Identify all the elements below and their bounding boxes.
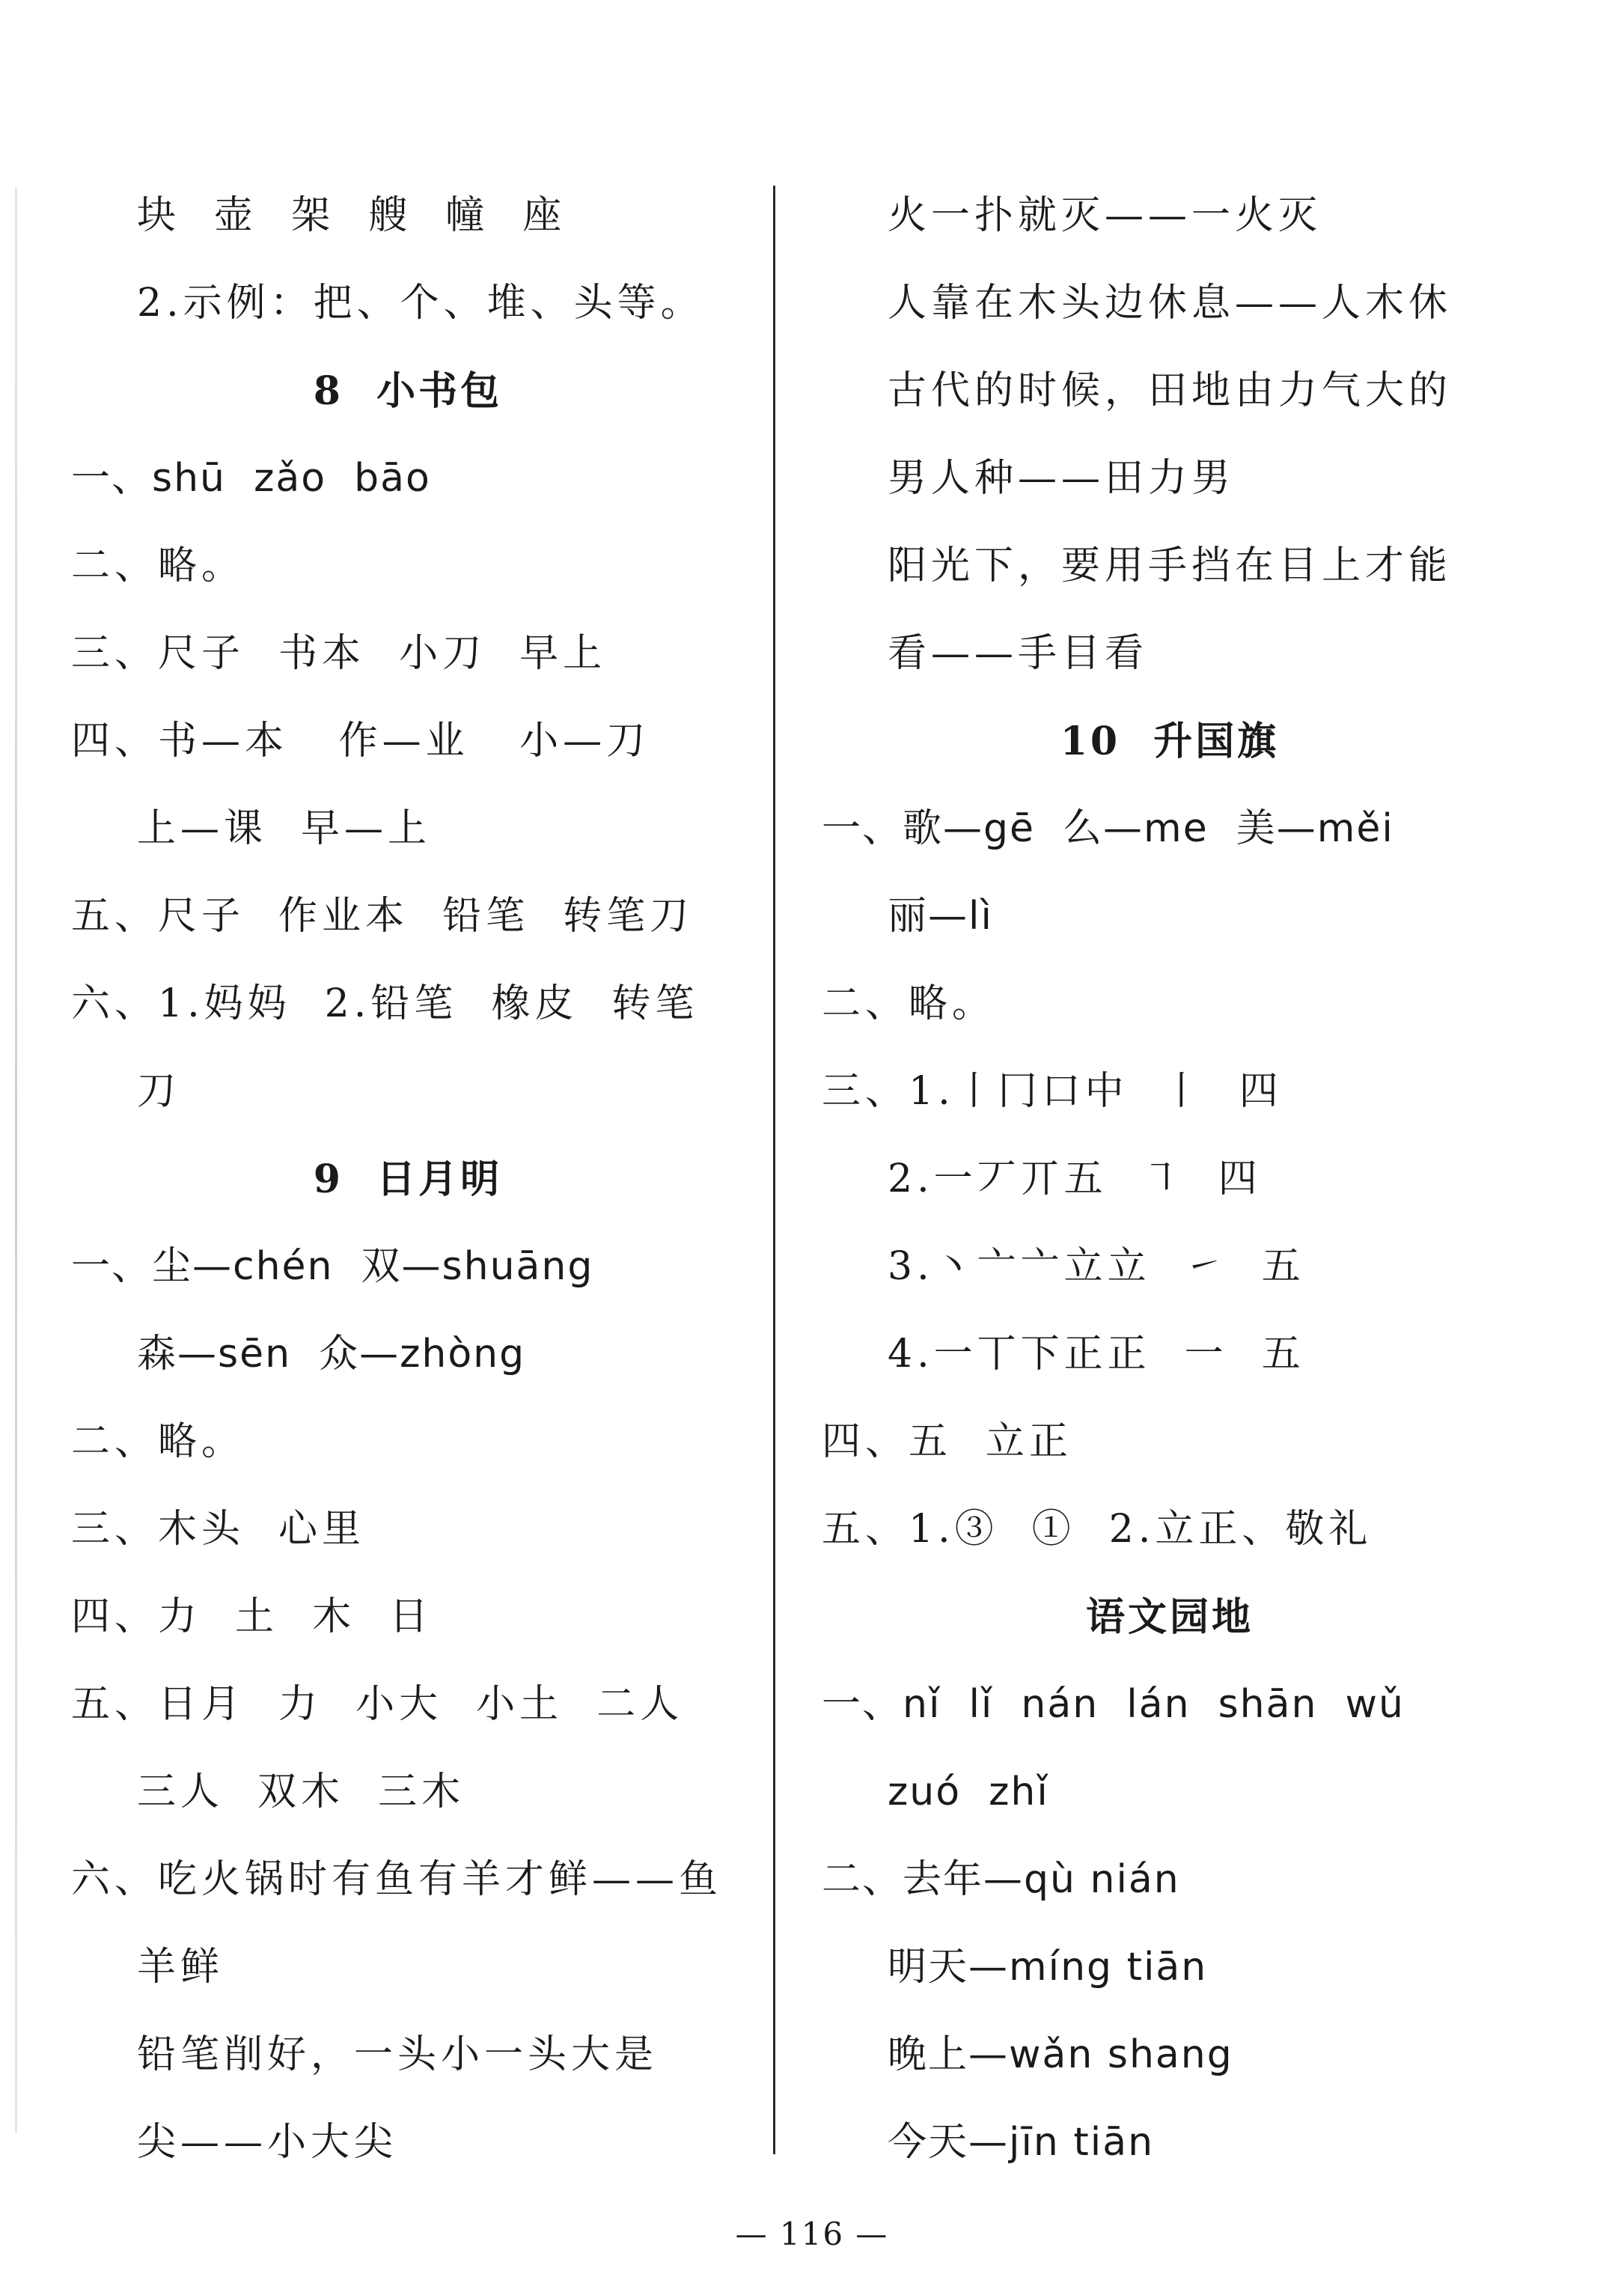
answer-line: 三人 双木 三木 [137,1770,465,1814]
answer-line: 三、木头 心里 [71,1507,366,1552]
answer-line: 明天—míng tiān [888,1945,1208,1990]
answer-line: 一、nǐ lǐ nán lán shān wǔ [822,1682,1405,1727]
answer-line: 上—课 早—上 [137,806,432,851]
answer-line: 一、歌—gē 么—me 美—měi [822,806,1394,851]
answer-line: 刀 [137,1069,181,1114]
right-column [822,172,1518,2186]
answer-line: 三、1.丨冂口中 丨 四 [822,1069,1283,1114]
page-number: — 116 — [735,2216,889,2252]
answer-line: zuó zhǐ [888,1770,1049,1814]
answer-line: 五、1.③ ① 2.立正、敬礼 [822,1507,1373,1552]
answer-line: 尖——小大尖 [137,2120,398,2165]
answer-line: 阳光下，要用手挡在目上才能 [888,543,1453,588]
answer-line: 2.示例：把、个、堆、头等。 [137,281,704,326]
answer-line: 二、去年—qù nián [822,1857,1180,1902]
answer-line: 五、尺子 作业本 铅笔 转笔刀 [71,894,694,939]
answer-line: 二、略。 [71,543,245,588]
answer-line: 2.一丆丌五 ㇕ 四 [888,1156,1262,1201]
answer-line: 一、shū zǎo bāo [71,456,431,501]
answer-line: 森—sēn 众—zhòng [137,1332,526,1377]
answer-line: 六、吃火锅时有鱼有羊才鲜——鱼 [71,1857,723,1902]
answer-line: 铅笔削好，一头小一头大是 [137,2032,659,2077]
answer-line: 晚上—wǎn shang [888,2032,1233,2077]
left-column [71,172,745,2186]
answer-line: 二、略。 [822,981,996,1026]
answer-line: 3.丶亠亠立立 ㇀ 五 [888,1244,1305,1289]
answer-line: 一、尘—chén 双—shuāng [71,1244,594,1289]
answer-line: 块 壶 架 艘 幢 座 [137,193,567,238]
answer-line: 六、1.妈妈 2.铅笔 橡皮 转笔 [71,981,699,1026]
answer-line: 丽—lì [888,894,993,939]
answer-line: 四、力 土 木 日 [71,1594,433,1639]
answer-line: 二、略。 [71,1419,245,1464]
answer-line: 三、尺子 书本 小刀 早上 [71,631,607,676]
answer-line: 四、书—本 作—业 小—刀 [71,719,650,764]
answer-line: 今天—jīn tiān [888,2120,1155,2165]
answer-line: 五、日月 力 小大 小土 二人 [71,1682,684,1727]
column-divider [773,186,775,2154]
answer-line: 羊鲜 [137,1945,225,1990]
answer-line: 火一扑就灭——一火灭 [888,193,1322,238]
section-title: 语文园地 [1085,1594,1254,1640]
answer-line: 男人种——田力男 [888,456,1236,501]
answer-line: 人靠在木头边休息——人木休 [888,281,1453,326]
section-title: 10 升国旗 [1060,719,1280,764]
section-title: 8 小书包 [313,368,503,414]
answer-line: 看——手目看 [888,631,1149,676]
answer-line: 4.一丅下正正 一 五 [888,1332,1305,1377]
answer-line: 四、五 立正 [822,1419,1073,1464]
page-edge-shadow [15,187,17,2133]
section-title: 9 日月明 [313,1156,503,1202]
answer-line: 古代的时候，田地由力气大的 [888,368,1453,413]
